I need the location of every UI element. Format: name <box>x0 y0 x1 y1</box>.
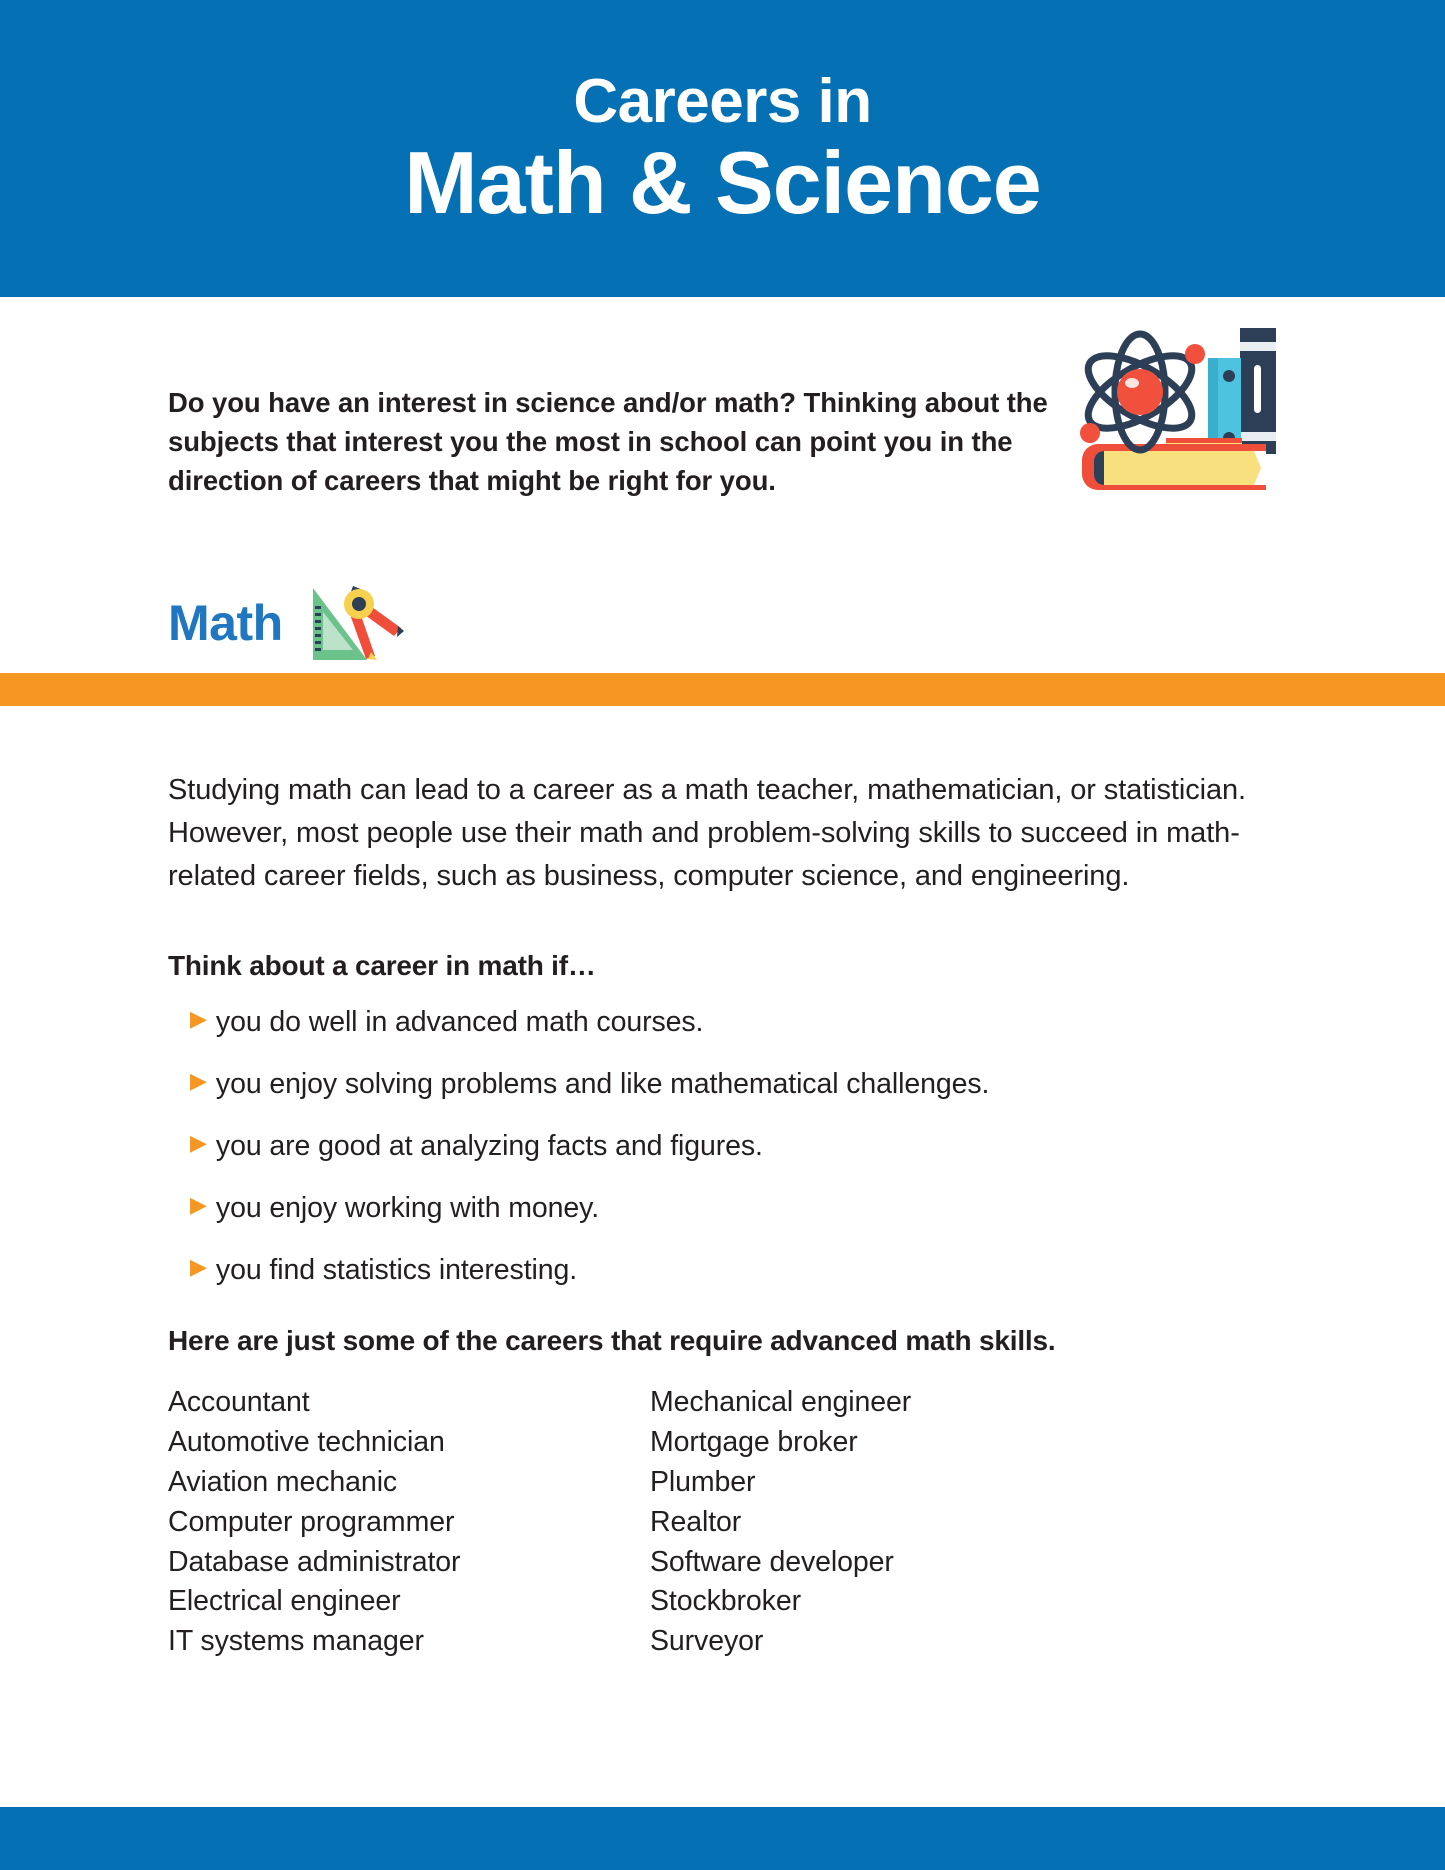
list-item <box>190 1190 1288 1227</box>
list-item <box>190 1252 1288 1289</box>
list-item: Surveyor <box>650 1625 764 1658</box>
list-item-label: you find statistics interesting. <box>215 1253 578 1286</box>
triangle-bullet-icon: ▶ <box>190 1253 207 1279</box>
atom-and-books-illustration <box>1062 320 1282 500</box>
list-item: Plumber <box>650 1465 756 1498</box>
section-label: Math <box>168 595 283 651</box>
list-item: Mechanical engineer <box>650 1385 912 1418</box>
think-about-heading: Think about a career in math if… <box>168 949 596 981</box>
list-item-label: you enjoy working with money. <box>215 1191 600 1224</box>
list-item: Realtor <box>650 1505 742 1538</box>
list-item <box>190 1128 1288 1165</box>
careers-column-right <box>650 1383 1132 1662</box>
intro-block <box>168 355 1053 527</box>
list-item: Database administrator <box>168 1545 461 1578</box>
list-item-label: you are good at analyzing facts and figures. <box>215 1129 763 1162</box>
list-item: Stockbroker <box>650 1585 801 1618</box>
section-heading-math <box>168 580 407 666</box>
orange-divider-bar <box>0 673 1445 706</box>
yellow-book-icon <box>1082 444 1266 490</box>
list-item-label: you enjoy solving problems and like mathematical challenges. <box>215 1067 990 1100</box>
list-item: Software developer <box>650 1545 894 1578</box>
careers-column-left <box>168 1383 650 1662</box>
list-item <box>190 1004 1288 1041</box>
list-item: IT systems manager <box>168 1625 424 1658</box>
main-content <box>168 740 1288 1662</box>
triangle-bullet-icon: ▶ <box>190 1067 207 1093</box>
list-item: Electrical engineer <box>168 1585 401 1618</box>
list-item <box>190 1066 1288 1103</box>
atom-electron-icon <box>1080 423 1100 443</box>
list-item-label: you do well in advanced math courses. <box>215 1005 704 1038</box>
page-header-band <box>0 0 1445 297</box>
think-about-bullet-list <box>168 1004 1288 1289</box>
page-footer-band <box>0 1807 1445 1870</box>
triangle-bullet-icon: ▶ <box>190 1005 207 1031</box>
math-description-paragraph: Studying math can lead to a career as a math teacher, mathematician, or statistician. However, most people use their math and problem-solving skills to succeed in math-related career fields, such as business, computer science, and engineering. <box>168 774 1246 892</box>
careers-columns <box>168 1383 1288 1662</box>
intro-paragraph: Do you have an interest in science and/or math? Thinking about the subjects that interest you the most in school can point you in the direction of careers that might be right for you. <box>168 386 1048 496</box>
list-item: Mortgage broker <box>650 1425 858 1458</box>
triangle-bullet-icon: ▶ <box>190 1129 207 1155</box>
atom-electron-icon <box>1185 344 1205 364</box>
header-title-line2: Math & Science <box>404 132 1041 232</box>
list-item: Accountant <box>168 1385 310 1418</box>
header-title-line1: Careers in <box>573 66 872 136</box>
list-item: Automotive technician <box>168 1425 445 1458</box>
atom-nucleus-icon <box>1117 369 1163 415</box>
list-item: Aviation mechanic <box>168 1465 398 1498</box>
triangle-bullet-icon: ▶ <box>190 1191 207 1217</box>
careers-heading: Here are just some of the careers that require advanced math skills. <box>168 1324 1056 1356</box>
list-item: Computer programmer <box>168 1505 455 1538</box>
ruler-and-compass-icon <box>301 580 407 666</box>
navy-book-icon <box>1240 328 1276 454</box>
